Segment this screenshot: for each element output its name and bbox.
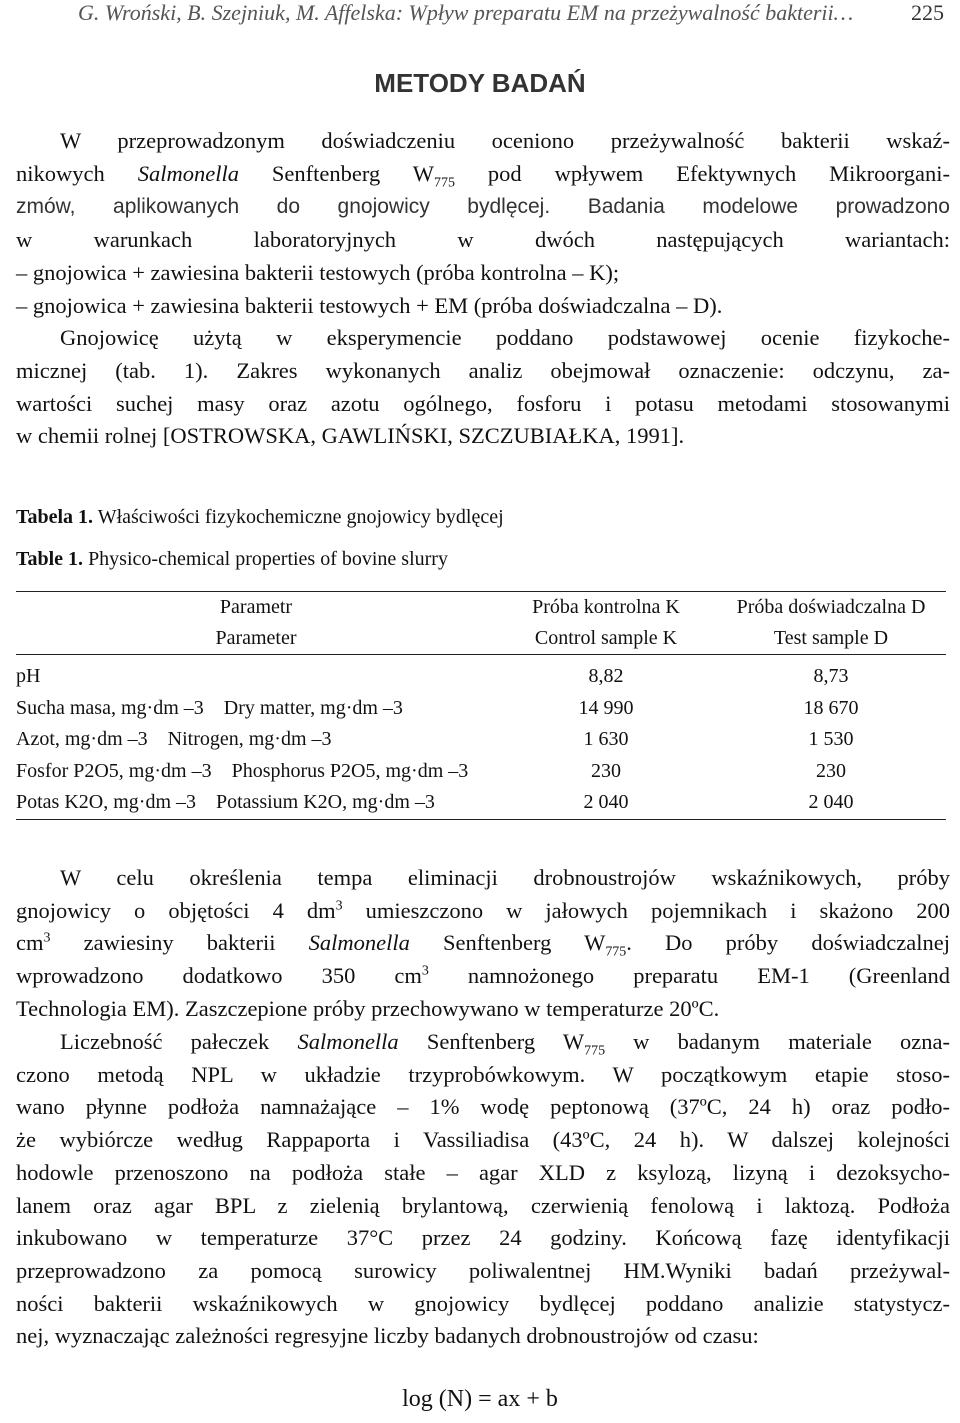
section-title: METODY BADAŃ [374, 68, 586, 98]
test-value: 2 040 [808, 791, 854, 814]
text-line: Liczebność pałeczek Salmonella Senftenberg $W_{775}$ w badanym materiale ozna- [60, 1029, 950, 1059]
text-line: nikowych Salmonella Senftenberg $W_{775}$ pod wpływem Efektywnych Mikroorgani- [16, 160, 950, 191]
text-line: micznej (tab. 1). Zakres wykonanych analiz obejmował oznaczenie: odczynu, za- [16, 357, 950, 383]
text-line: czono metodą NPL w układzie trzyprobówkowym. W początkowym etapie stoso- [16, 1061, 950, 1087]
text-line: wprowadzono dodatkowo 350 $cm^3$ namnożonego preparatu EM-1 (Greenland [16, 963, 950, 989]
control-value: 1 630 [583, 728, 629, 751]
text-line: gnojowicy o objętości 4 $dm^3$ umieszczono w jałowych pojemnikach i skażono 200 [16, 897, 950, 923]
text-line: zmów, aplikowanych do gnojowicy bydlęcej. Badania modelowe prowadzono [16, 195, 950, 219]
text-line: ności bakterii wskaźnikowych w gnojowicy bydlęcej poddano analizie statystycz- [16, 1290, 950, 1316]
param-cell: Fosfor P2O5, mg·dm –3 Phosphorus P2O5, mg·dm –3 [16, 759, 469, 782]
table-row [16, 787, 946, 819]
table-row [16, 756, 946, 788]
text-line: w warunkach laboratoryjnych w dwóch następujących wariantach: [16, 227, 950, 253]
test-value: 18 670 [803, 696, 859, 719]
header-test-sample: Próba doświadczalna D Test sample D [736, 596, 926, 649]
control-value: 2 040 [583, 791, 629, 814]
running-title: G. Wroński, B. Szejniuk, M. Affelska: Wpływ preparatu EM na przeżywalność bakterii… [78, 0, 854, 25]
methods-paragraph [16, 125, 950, 453]
text-line: Gnojowicę użytą w eksperymencie poddano podstawowej ocenie fizykoche- [60, 325, 950, 351]
text-line: wano płynne podłoża namnażające – 1% wodę peptonową (37ºC, 24 h) oraz podło- [16, 1094, 950, 1120]
text-line: Technologia EM). Zaszczepione próby przechowywano w temperaturze 20ºC. [16, 995, 720, 1021]
page-number: 225 [911, 0, 944, 25]
table-caption-en: Table 1. Physico-chemical properties of bovine slurry [16, 548, 448, 570]
text-line: hodowle przenoszono na podłoża stałe – agar XLD z ksylozą, lizyną i dezoksycho- [16, 1159, 950, 1185]
text-line: przeprowadzono za pomocą surowicy poliwalentnej HM.Wyniki badań przeżywal- [16, 1257, 950, 1283]
text-line: inkubowano w temperaturze 37°C przez 24 godziny. Końcową fazę identyfikacji [16, 1225, 950, 1251]
header-parameter: Parametr Parameter [215, 596, 297, 649]
param-cell: Potas K2O, mg·dm –3 Potassium K2O, mg·dm –3 [16, 791, 435, 814]
regression-formula: log (N) = ax + b [402, 1386, 558, 1412]
variant-item: – gnojowica + zawiesina bakterii testowych + EM (próba doświadczalna – D). [16, 292, 723, 318]
text-line: że wybiórcze według Rappaporta i Vassiliadisa (43ºC, 24 h). W dalszej kolejności [16, 1127, 950, 1153]
test-value: 1 530 [808, 728, 854, 751]
test-value: 230 [816, 759, 846, 782]
text-line: nej, wyznaczając zależności regresyjne liczby badanych drobnoustrojów od czasu: [16, 1323, 759, 1349]
text-line: lanem oraz agar BPL z zielenią brylantową, czerwienią fenolową i laktozą. Podłoża [16, 1192, 950, 1218]
table-row [16, 693, 946, 725]
param-cell: Sucha masa, mg·dm –3 Dry matter, mg·dm –3 [16, 696, 403, 719]
text-line: W przeprowadzonym doświadczeniu oceniono przeżywalność bakterii wskaź- [60, 128, 950, 153]
control-value: 8,82 [588, 665, 624, 688]
table-row [16, 655, 946, 693]
control-value: 14 990 [578, 696, 634, 719]
text-line: wartości suchej masy oraz azotu ogólnego, fosforu i potasu metodami stosowanymi [16, 390, 950, 416]
param-cell: pH [16, 665, 41, 688]
table-header-row [16, 592, 946, 655]
variant-item: – gnojowica + zawiesina bakterii testowych (próba kontrolna – K); [16, 259, 620, 285]
identification-paragraph [16, 1026, 950, 1353]
header-control-sample: Próba kontrolna K Control sample K [532, 596, 680, 649]
text-line: w chemii rolnej [OSTROWSKA, GAWLIŃSKI, SZCZUBIAŁKA, 1991]. [16, 423, 685, 449]
sample-preparation-paragraph [16, 862, 950, 1026]
control-value: 230 [591, 759, 621, 782]
param-cell: Azot, mg·dm –3 Nitrogen, mg·dm –3 [16, 728, 332, 751]
test-value: 8,73 [813, 665, 849, 688]
text-line: W celu określenia tempa eliminacji drobnoustrojów wskaźnikowych, próby [60, 865, 950, 890]
table-caption-pl: Tabela 1. Właściwości fizykochemiczne gnojowicy bydlęcej [16, 506, 504, 528]
properties-table [16, 591, 946, 820]
text-line: $cm^3$ zawiesiny bakterii Salmonella Senftenberg $W_{775}$. Do próby doświadczalnej [16, 930, 951, 960]
table-row [16, 724, 946, 756]
